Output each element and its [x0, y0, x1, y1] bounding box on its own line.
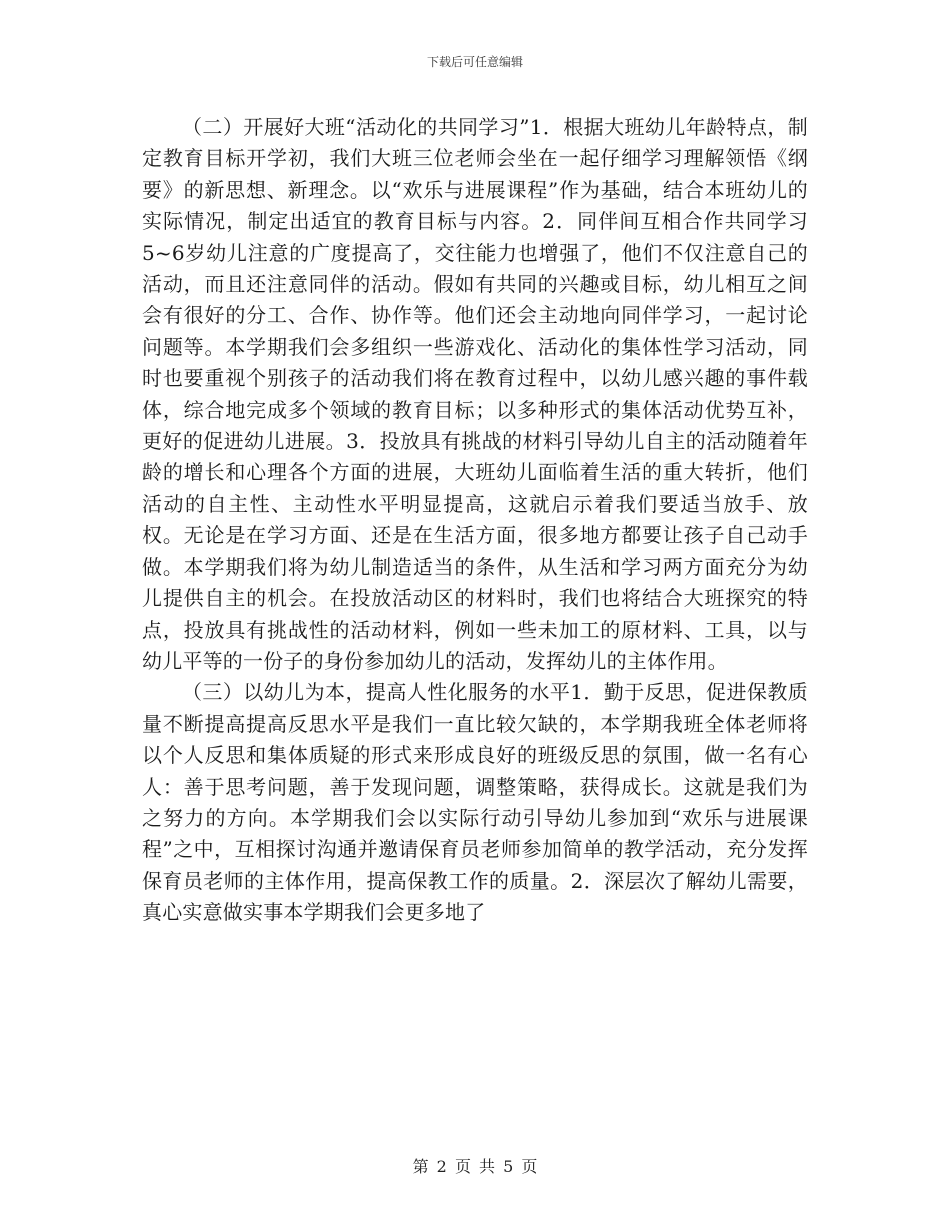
document-body	[142, 112, 808, 929]
page-header: 下载后可任意编辑	[426, 55, 523, 69]
paragraph: （三）以幼儿为本，提高人性化服务的水平1．勤于反思，促进保教质量不断提高提高反思水平是我们一直比较欠缺的，本学期我班全体老师将以个人反思和集体质疑的形式来形成良好的班级反思的氛围，做一名有心人：善于思考问题，善于发现问题，调整策略，获得成长。这就是我们为之努力的方向。本学期我们会以实际行动引导幼儿参加到“欢乐与进展课程”之中，互相探讨沟通并邀请保育员老师参加简单的教学活动，充分发挥保育员老师的主体作用，提高保教工作的质量。2．深层次了解幼儿需要，真心实意做实事本学期我们会更多地了	[142, 680, 808, 925]
page-number: 第 2 页 共 5 页	[412, 1157, 538, 1176]
paragraph: （二）开展好大班“活动化的共同学习”1．根据大班幼儿年龄特点，制定教育目标开学初，我们大班三位老师会坐在一起仔细学习理解领悟《纲要》的新思想、新理念。以“欢乐与进展课程”作为基础，结合本班幼儿的实际情况，制定出适宜的教育目标与内容。2．同伴间互相合作共同学习5~6岁幼儿注意的广度提高了，交往能力也增强了，他们不仅注意自己的活动，而且还注意同伴的活动。假如有共同的兴趣或目标，幼儿相互之间会有很好的分工、合作、协作等。他们还会主动地向同伴学习，一起讨论问题等。本学期我们会多组织一些游戏化、活动化的集体性学习活动，同时也要重视个别孩子的活动我们将在教育过程中，以幼儿感兴趣的事件载体，综合地完成多个领域的教育目标；以多种形式的集体活动优势互补，更好的促进幼儿进展。3．投放具有挑战的材料引导幼儿自主的活动随着年龄的增长和心理各个方面的进展，大班幼儿面临着生活的重大转折，他们活动的自主性、主动性水平明显提高，这就启示着我们要适当放手、放权。无论是在学习方面、还是在生活方面，很多地方都要让孩子自己动手做。本学期我们将为幼儿制造适当的条件，从生活和学习两方面充分为幼儿提供自主的机会。在投放活动区的材料时，我们也将结合大班探究的特点，投放具有挑战性的活动材料，例如一些未加工的原材料、工具，以与幼儿平等的一份子的身份参加幼儿的活动，发挥幼儿的主体作用。	[142, 115, 808, 673]
